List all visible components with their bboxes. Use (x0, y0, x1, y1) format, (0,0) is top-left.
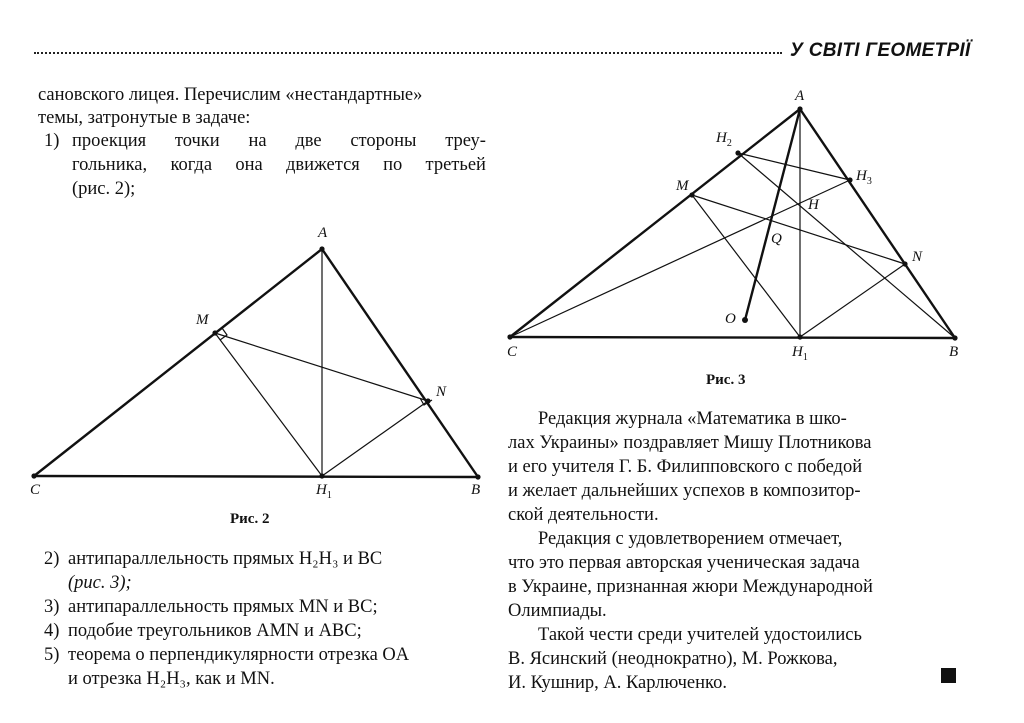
point-b (475, 474, 480, 479)
item1-line-3: (рис. 2); (72, 179, 136, 199)
item2-number: 2) (44, 549, 60, 569)
item2-text: антипараллельность прямых H₂H₃ и BC (68, 549, 383, 569)
fig3-side-cb (510, 337, 955, 338)
segment-mh1 (215, 333, 322, 476)
fig3-label-h: H (808, 197, 819, 213)
fig2-label-a: A (318, 225, 328, 241)
fig3-label-o: O (725, 311, 736, 327)
fig3-segment-nh1 (800, 264, 905, 337)
fig3-side-ab (800, 109, 955, 338)
fig3-label-h1: $H_1$ (792, 344, 808, 363)
fig3-label-h2: $H_2$ (716, 130, 732, 149)
para1-line-2: лах Украины» поздравляет Мишу Плотникова (508, 433, 872, 453)
fig3-point-c (507, 334, 512, 339)
word: движется (285, 155, 360, 175)
fig3-right-angle-m (697, 190, 704, 202)
para1-line-3: и его учителя Г. Б. Филипповского с победой (508, 457, 863, 477)
segment-nh1 (322, 401, 428, 476)
item3-number: 3) (44, 597, 60, 617)
word: проекция (72, 131, 147, 151)
section-title: У СВІТІ ГЕОМЕТРІЇ (790, 40, 971, 61)
word: когда (170, 155, 213, 175)
para3-line-3: И. Кушнир, А. Карлюченко. (508, 673, 727, 693)
point-m (212, 330, 217, 335)
word: точки (174, 131, 220, 151)
word: на (248, 131, 267, 151)
fig3-label-b: B (949, 344, 959, 360)
word: гольника, (72, 155, 148, 175)
item4-number: 4) (44, 621, 60, 641)
fig3-label-m: M (676, 178, 689, 194)
fig3-point-a (797, 106, 802, 111)
para1-line-5: ской деятельности. (508, 505, 659, 525)
para2-line-2: что это первая авторская ученическая задача (508, 553, 860, 573)
word: по (383, 155, 403, 175)
fig3-label-n: N (912, 249, 923, 265)
fig3-label-h3: $H_3$ (856, 168, 872, 187)
item1-number: 1) (44, 131, 60, 151)
fig2-label-b: B (471, 482, 481, 498)
intro-line-1: сановского лицея. Перечислим «нестандартные» (38, 85, 423, 105)
para1-line-4: и желает дальнейших успехов в композитор- (508, 481, 861, 501)
item5-number: 5) (44, 645, 60, 665)
fig3-point-h3 (847, 177, 852, 182)
side-ab (322, 249, 478, 477)
side-cb (34, 476, 478, 477)
fig2-label-h1: $H_1$ (316, 482, 332, 501)
side-ca (34, 249, 322, 476)
item2-line-2: (рис. 3); (68, 573, 132, 593)
intro-line-2: темы, затронутые в задаче: (38, 108, 251, 128)
fig3-label-q: Q (771, 231, 782, 247)
fig2-label-c: C (30, 482, 41, 498)
word: она (235, 155, 263, 175)
point-a (319, 246, 324, 251)
item4-text: подобие треугольников AMN и ABC; (68, 621, 362, 641)
para1-line-1: Редакция журнала «Математика в шко- (538, 409, 847, 429)
item5-line-2: и отрезка H₂H₃, как и MN. (68, 669, 275, 689)
fig3-caption: Рис. 3 (706, 372, 746, 388)
point-h1 (319, 473, 324, 478)
fig3-point-h2 (735, 150, 740, 155)
point-n (425, 398, 430, 403)
fig2-label-m: M (196, 312, 209, 328)
fig2-label-n: N (436, 384, 447, 400)
fig3-point-o (742, 317, 748, 323)
para2-line-4: Олимпиады. (508, 601, 607, 621)
fig3-point-h1 (797, 334, 802, 339)
word: треу- (445, 131, 486, 151)
fig2-caption: Рис. 2 (230, 511, 270, 527)
fig3-label-c: C (507, 344, 518, 360)
point-c (31, 473, 36, 478)
word: стороны (350, 131, 417, 151)
para2-line-3: в Украине, признанная жюри Международной (508, 577, 873, 597)
fig3-point-b (952, 335, 957, 340)
fig3-point-m (689, 192, 694, 197)
item5-text: теорема о перпендикулярности отрезка OA (68, 645, 410, 665)
end-of-article-mark (941, 668, 956, 683)
para3-line-2: В. Ясинский (неоднократно), М. Рожкова, (508, 649, 838, 669)
word: две (295, 131, 322, 151)
fig3-point-n (902, 261, 907, 266)
item3-text: антипараллельность прямых MN и BC; (68, 597, 378, 617)
para3-line-1: Такой чести среди учителей удостоились (538, 625, 862, 645)
word: третьей (425, 155, 486, 175)
fig3-label-a: A (795, 88, 805, 104)
para2-line-1: Редакция с удовлетворением отмечает, (538, 529, 843, 549)
